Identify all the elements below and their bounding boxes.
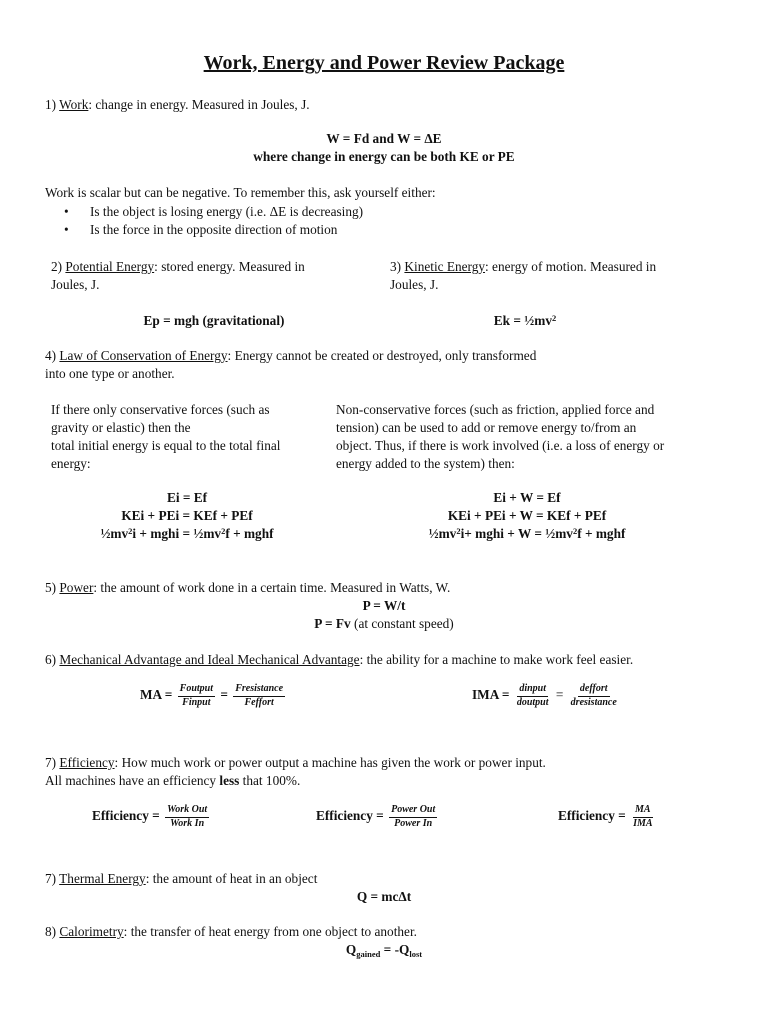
section-number: 3) [390,259,405,274]
equation-text: Q [345,942,357,957]
denominator: dresistance [570,696,617,708]
section-number: 7) [45,871,60,886]
equation-text: f + mghf [225,525,274,541]
efficiency-note [45,772,300,790]
fraction [178,684,215,708]
ma-heading [45,651,633,669]
equation-line [400,525,654,543]
superscript: 2 [456,525,461,536]
text-line: total initial energy is equal to the total final [51,437,281,453]
equals-sign: = [555,687,564,703]
section-number: 8) [45,924,60,939]
calorimetry-description: : the transfer of heat energy from one object to another. [123,924,417,939]
ma-term: Mechanical Advantage and Ideal Mechanical Advantage [59,652,360,667]
denominator: Work In [170,817,205,829]
equation-note: (at constant speed) [350,616,454,631]
potential-description: : stored energy. Measured in [154,259,305,274]
power-term: Power [59,580,94,595]
thermal-equation: Q = mcΔt [356,889,412,904]
section-number: 7) [45,755,60,770]
numerator: MA [633,805,653,818]
fraction [233,684,285,708]
conservative-equations [62,489,312,543]
kinetic-heading [390,258,656,276]
text-line: energy added to the system) then: [336,455,515,471]
text-line: Non-conservative forces (such as friction, applied force and [336,402,655,417]
section-number: 2) [51,259,66,274]
power-description: : the amount of work done in a certain time. Measured in Watts, W. [93,580,451,595]
work-note: Work is scalar but can be negative. To remember this, ask yourself either: [45,185,436,200]
text-line: gravity or elastic) then the [51,419,191,435]
equation-text: Ek = ½mv [493,313,552,328]
numerator: dinput [517,684,548,697]
conservation-description: : Energy cannot be created or destroyed, only transformed [227,348,537,363]
efficiency-ma-formula [558,805,657,829]
superscript: 2 [128,525,133,536]
calorimetry-equation [0,941,768,959]
non-conservative-forces-text [336,401,664,473]
subscript: gained [356,949,381,959]
equation-text: i+ mghi + W = ½mv [460,525,573,541]
conservation-term: Law of Conservation of Energy [59,348,228,363]
formula-label: Efficiency = [558,808,626,824]
subscript: lost [409,949,423,959]
power-equation-2 [0,615,768,633]
denominator: doutput [516,696,549,708]
work-description: : change in energy. Measured in Joules, J. [88,97,310,112]
text-line: object. Thus, if there is work involved (i.e. a loss of energy or [336,437,665,453]
list-item: • Is the object is losing energy (i.e. ΔE is decreasing) [45,203,363,221]
equation-line [62,525,312,543]
conservation-description-2: into one type or another. [45,366,175,381]
equation-text: P = Fv [314,616,351,631]
efficiency-description: : How much work or power output a machine has given the work or power input. [114,755,546,770]
equation-text: ½mv [428,525,457,541]
note-text: All machines have an efficiency [45,773,220,788]
section-number: 4) [45,348,60,363]
denominator: Finput [182,696,211,708]
numerator: Foutput [178,684,215,697]
efficiency-term: Efficiency [59,755,115,770]
equation-text: = -Q [380,942,410,957]
equation-line: KEi + PEi = KEf + PEf [121,507,253,523]
work-equation-note: where change in energy can be both KE or PE [253,149,515,164]
numerator: Power Out [389,805,437,818]
numerator: Work Out [165,805,209,818]
potential-term: Potential Energy [65,259,155,274]
work-term: Work [59,97,89,112]
work-heading [45,96,310,114]
conservative-forces-text [51,401,280,473]
denominator: Power In [394,817,433,829]
efficiency-heading [45,754,546,772]
formula-label: MA = [140,687,173,703]
fraction [389,805,437,829]
superscript: 2 [551,313,557,323]
numerator: deffort [578,684,610,697]
fraction [515,684,551,708]
calorimetry-term: Calorimetry [59,924,124,939]
list-item: • Is the force in the opposite direction of motion [45,221,363,239]
efficiency-power-formula [316,805,439,829]
kinetic-equation [430,312,620,330]
superscript: 2 [572,525,578,536]
potential-description-2: Joules, J. [51,277,100,292]
work-bullet-list [45,203,363,239]
formula-label: Efficiency = [316,808,384,824]
equation-line: KEi + PEi + W = KEf + PEf [447,507,607,523]
thermal-heading [45,870,317,888]
section-number: 1) [45,97,60,112]
superscript: 2 [221,525,226,536]
thermal-description: : the amount of heat in an object [145,871,318,886]
kinetic-description-2: Joules, J. [390,277,439,292]
section-number: 5) [45,580,60,595]
text-line: tension) can be used to add or remove energy to/from an [336,419,637,435]
thermal-term: Thermal Energy [59,871,146,886]
fraction [631,805,654,829]
denominator: IMA [633,817,653,829]
equation-text: f + mghf [577,525,626,541]
formula-label: IMA = [472,687,510,703]
equals-sign: = [220,687,228,703]
potential-equation: Ep = mgh (gravitational) [143,313,285,328]
fraction [569,684,619,708]
section-number: 6) [45,652,60,667]
kinetic-term: Kinetic Energy [404,259,486,274]
equation-text: i + mghi = ½mv [132,525,222,541]
equation-line: Ei + W = Ef [493,490,561,505]
ma-formula [140,684,287,708]
conservation-heading [45,347,536,365]
denominator: Feffort [244,696,274,708]
text-line: energy: [51,455,91,471]
non-conservative-equations [400,489,654,543]
power-heading [45,579,450,597]
note-emphasis: less [219,773,240,788]
work-equation: W = Fd and W = ΔE [326,131,442,146]
equation-text: ½mv [100,525,129,541]
efficiency-work-formula [92,805,211,829]
formula-label: Efficiency = [92,808,160,824]
ima-formula [472,684,621,708]
potential-heading [51,258,305,276]
power-equation: P = W/t [362,598,406,613]
equation-line: Ei = Ef [166,490,208,505]
text-line: If there only conservative forces (such as [51,402,270,417]
kinetic-description: : energy of motion. Measured in [485,259,657,274]
note-text: that 100%. [239,773,301,788]
numerator: Fresistance [233,684,285,697]
ma-description: : the ability for a machine to make work feel easier. [359,652,634,667]
fraction [165,805,209,829]
page-title: Work, Energy and Power Review Package [203,52,565,74]
calorimetry-heading [45,923,417,941]
